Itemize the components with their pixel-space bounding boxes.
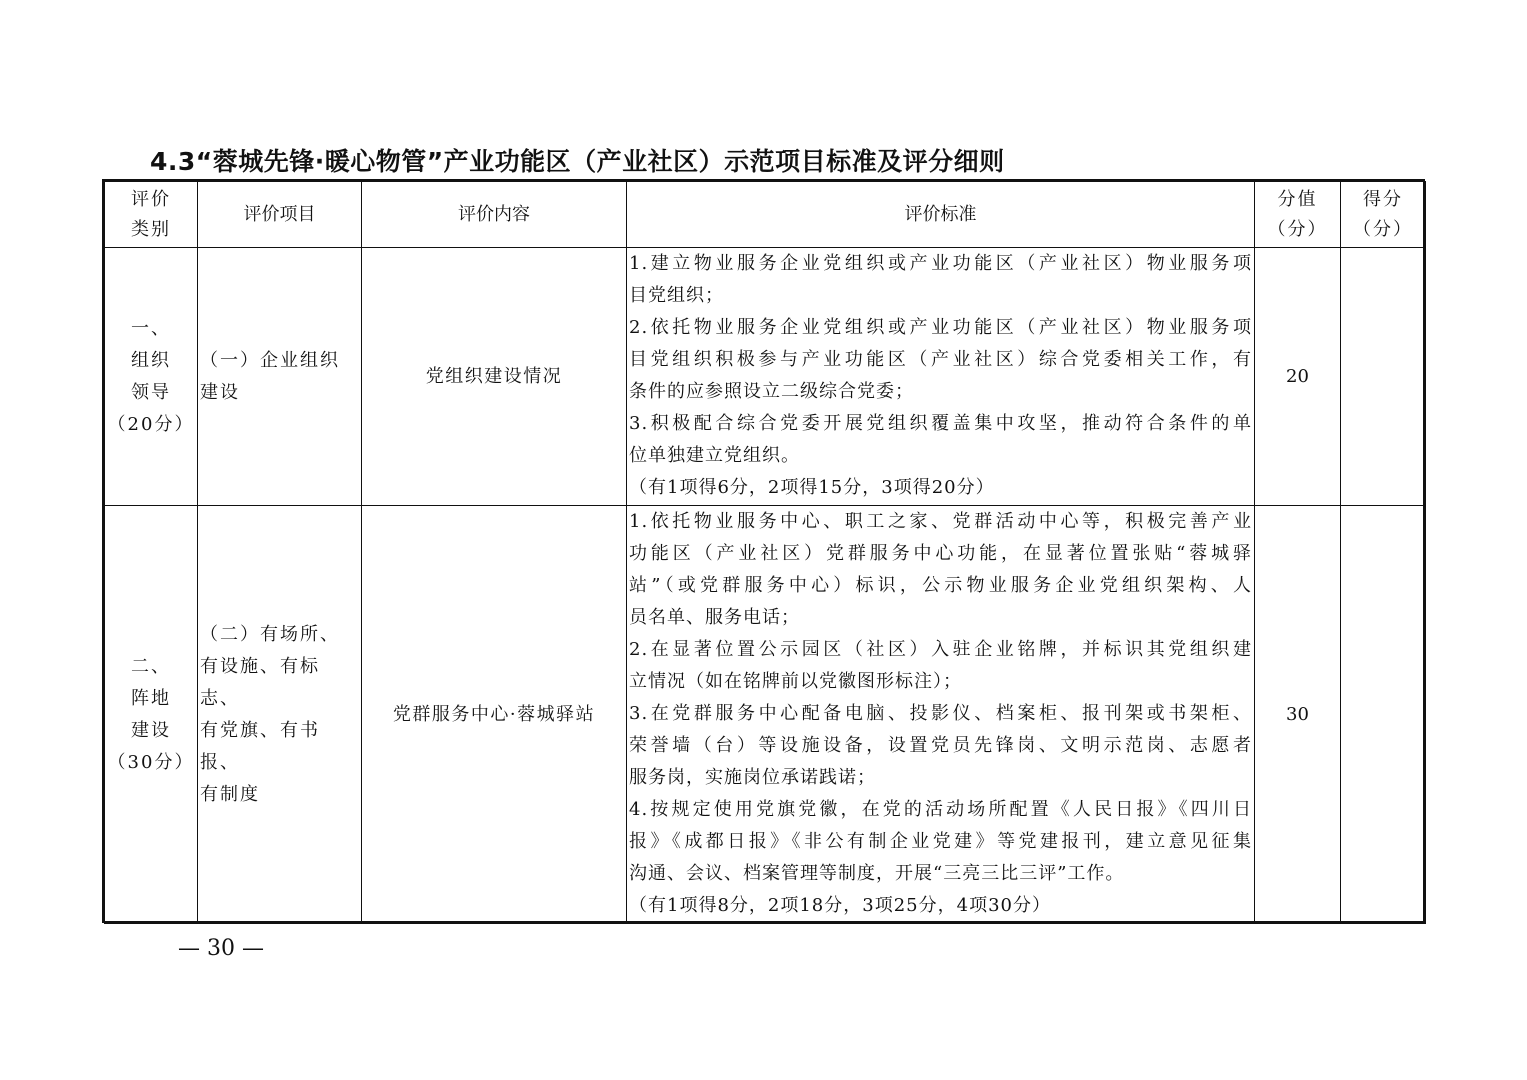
standard-line: 2.在显著位置公示园区（社区）入驻企业铭牌，并标识其党组织建 [629,639,1252,660]
row-item [198,248,362,506]
row-standard [627,248,1255,506]
row-score: 20 [1255,248,1341,506]
row-content: 党群服务中心·蓉城驿站 [362,506,627,924]
row-got [1341,506,1426,924]
standard-line: 立情况（如在铭牌前以党徽图形标注）； [629,671,962,692]
standard-line: 沟通、会议、档案管理等制度，开展“三亮三比三评”工作。 [629,863,1125,884]
row-category [105,248,198,506]
category-line: 建设 [131,719,171,741]
category-line: 组织 [131,349,171,371]
category-line: 阵地 [131,687,171,709]
header-score-got-line: （分） [1353,218,1413,240]
standard-line: 目党组织； [629,285,724,306]
standard-line: 站”（或党群服务中心）标识，公示物业服务企业党组织架构、人 [629,575,1252,596]
row-got [1341,248,1426,506]
standard-line: 荣誉墙（台）等设施设备，设置党员先锋岗、文明示范岗、志愿者 [629,735,1252,756]
category-line: （30分） [107,751,195,773]
standard-line: 3.在党群服务中心配备电脑、投影仪、档案柜、报刊架或书架柜、 [629,703,1252,724]
header-item: 评价项目 [198,182,362,248]
standard-line: 1.依托物业服务中心、职工之家、党群活动中心等，积极完善产业 [629,511,1252,532]
category-line: （20分） [107,413,195,435]
row-content: 党组织建设情况 [362,248,627,506]
standard-line: 目党组织积极参与产业功能区（产业社区）综合党委相关工作，有 [629,349,1252,370]
standard-line: 功能区（产业社区）党群服务中心功能，在显著位置张贴“蓉城驿 [629,543,1252,564]
item-line: 有设施、有标志、 [200,655,320,709]
header-standard: 评价标准 [627,182,1255,248]
header-score-got [1341,182,1426,248]
header-score-value-line: （分） [1267,218,1328,240]
header-category-line: 评价 [131,188,171,210]
standard-line: 报》《成都日报》《非公有制企业党建》等党建报刊，建立意见征集 [629,831,1252,852]
item-line: 有制度 [200,783,260,805]
item-line: （一）企业组织 [200,349,340,371]
standard-line: 2.依托物业服务企业党组织或产业功能区（产业社区）物业服务项 [629,317,1252,338]
row-item [198,506,362,924]
item-line: 有党旗、有书报、 [200,719,320,773]
header-score-value [1255,182,1341,248]
table-row [105,248,1426,506]
standard-line: 服务岗，实施岗位承诺践诺； [629,767,876,788]
page-number: — 30 — [178,936,264,961]
standard-line: 位单独建立党组织。 [629,445,800,466]
item-line: （二）有场所、 [200,623,340,645]
header-score-value-line: 分值 [1277,188,1318,210]
row-standard [627,506,1255,924]
category-line: 领导 [131,381,171,403]
standard-line: 员名单、服务电话； [629,607,800,628]
standard-line: 3.积极配合综合党委开展党组织覆盖集中攻坚，推动符合条件的单 [629,413,1252,434]
evaluation-table [102,179,1425,923]
standard-line: 条件的应参照设立二级综合党委； [629,381,914,402]
item-line: 建设 [200,381,240,403]
category-line: 一、 [131,317,171,339]
header-category [105,182,198,248]
category-line: 二、 [131,655,171,677]
header-score-got-line: 得分 [1363,188,1403,210]
header-row [105,182,1426,248]
row-score: 30 [1255,506,1341,924]
standard-line: （有1项得6分，2项得15分，3项得20分） [629,477,995,498]
section-title: 4.3“蓉城先锋·暖心物管”产业功能区（产业社区）示范项目标准及评分细则 [150,147,1005,176]
standard-line: 1.建立物业服务企业党组织或产业功能区（产业社区）物业服务项 [629,253,1252,274]
standard-line: 4.按规定使用党旗党徽，在党的活动场所配置《人民日报》《四川日 [629,799,1252,820]
row-category [105,506,198,924]
table-row [105,506,1426,924]
header-content: 评价内容 [362,182,627,248]
header-category-line: 类别 [131,218,171,240]
standard-line: （有1项得8分，2项18分，3项25分，4项30分） [629,895,1051,916]
